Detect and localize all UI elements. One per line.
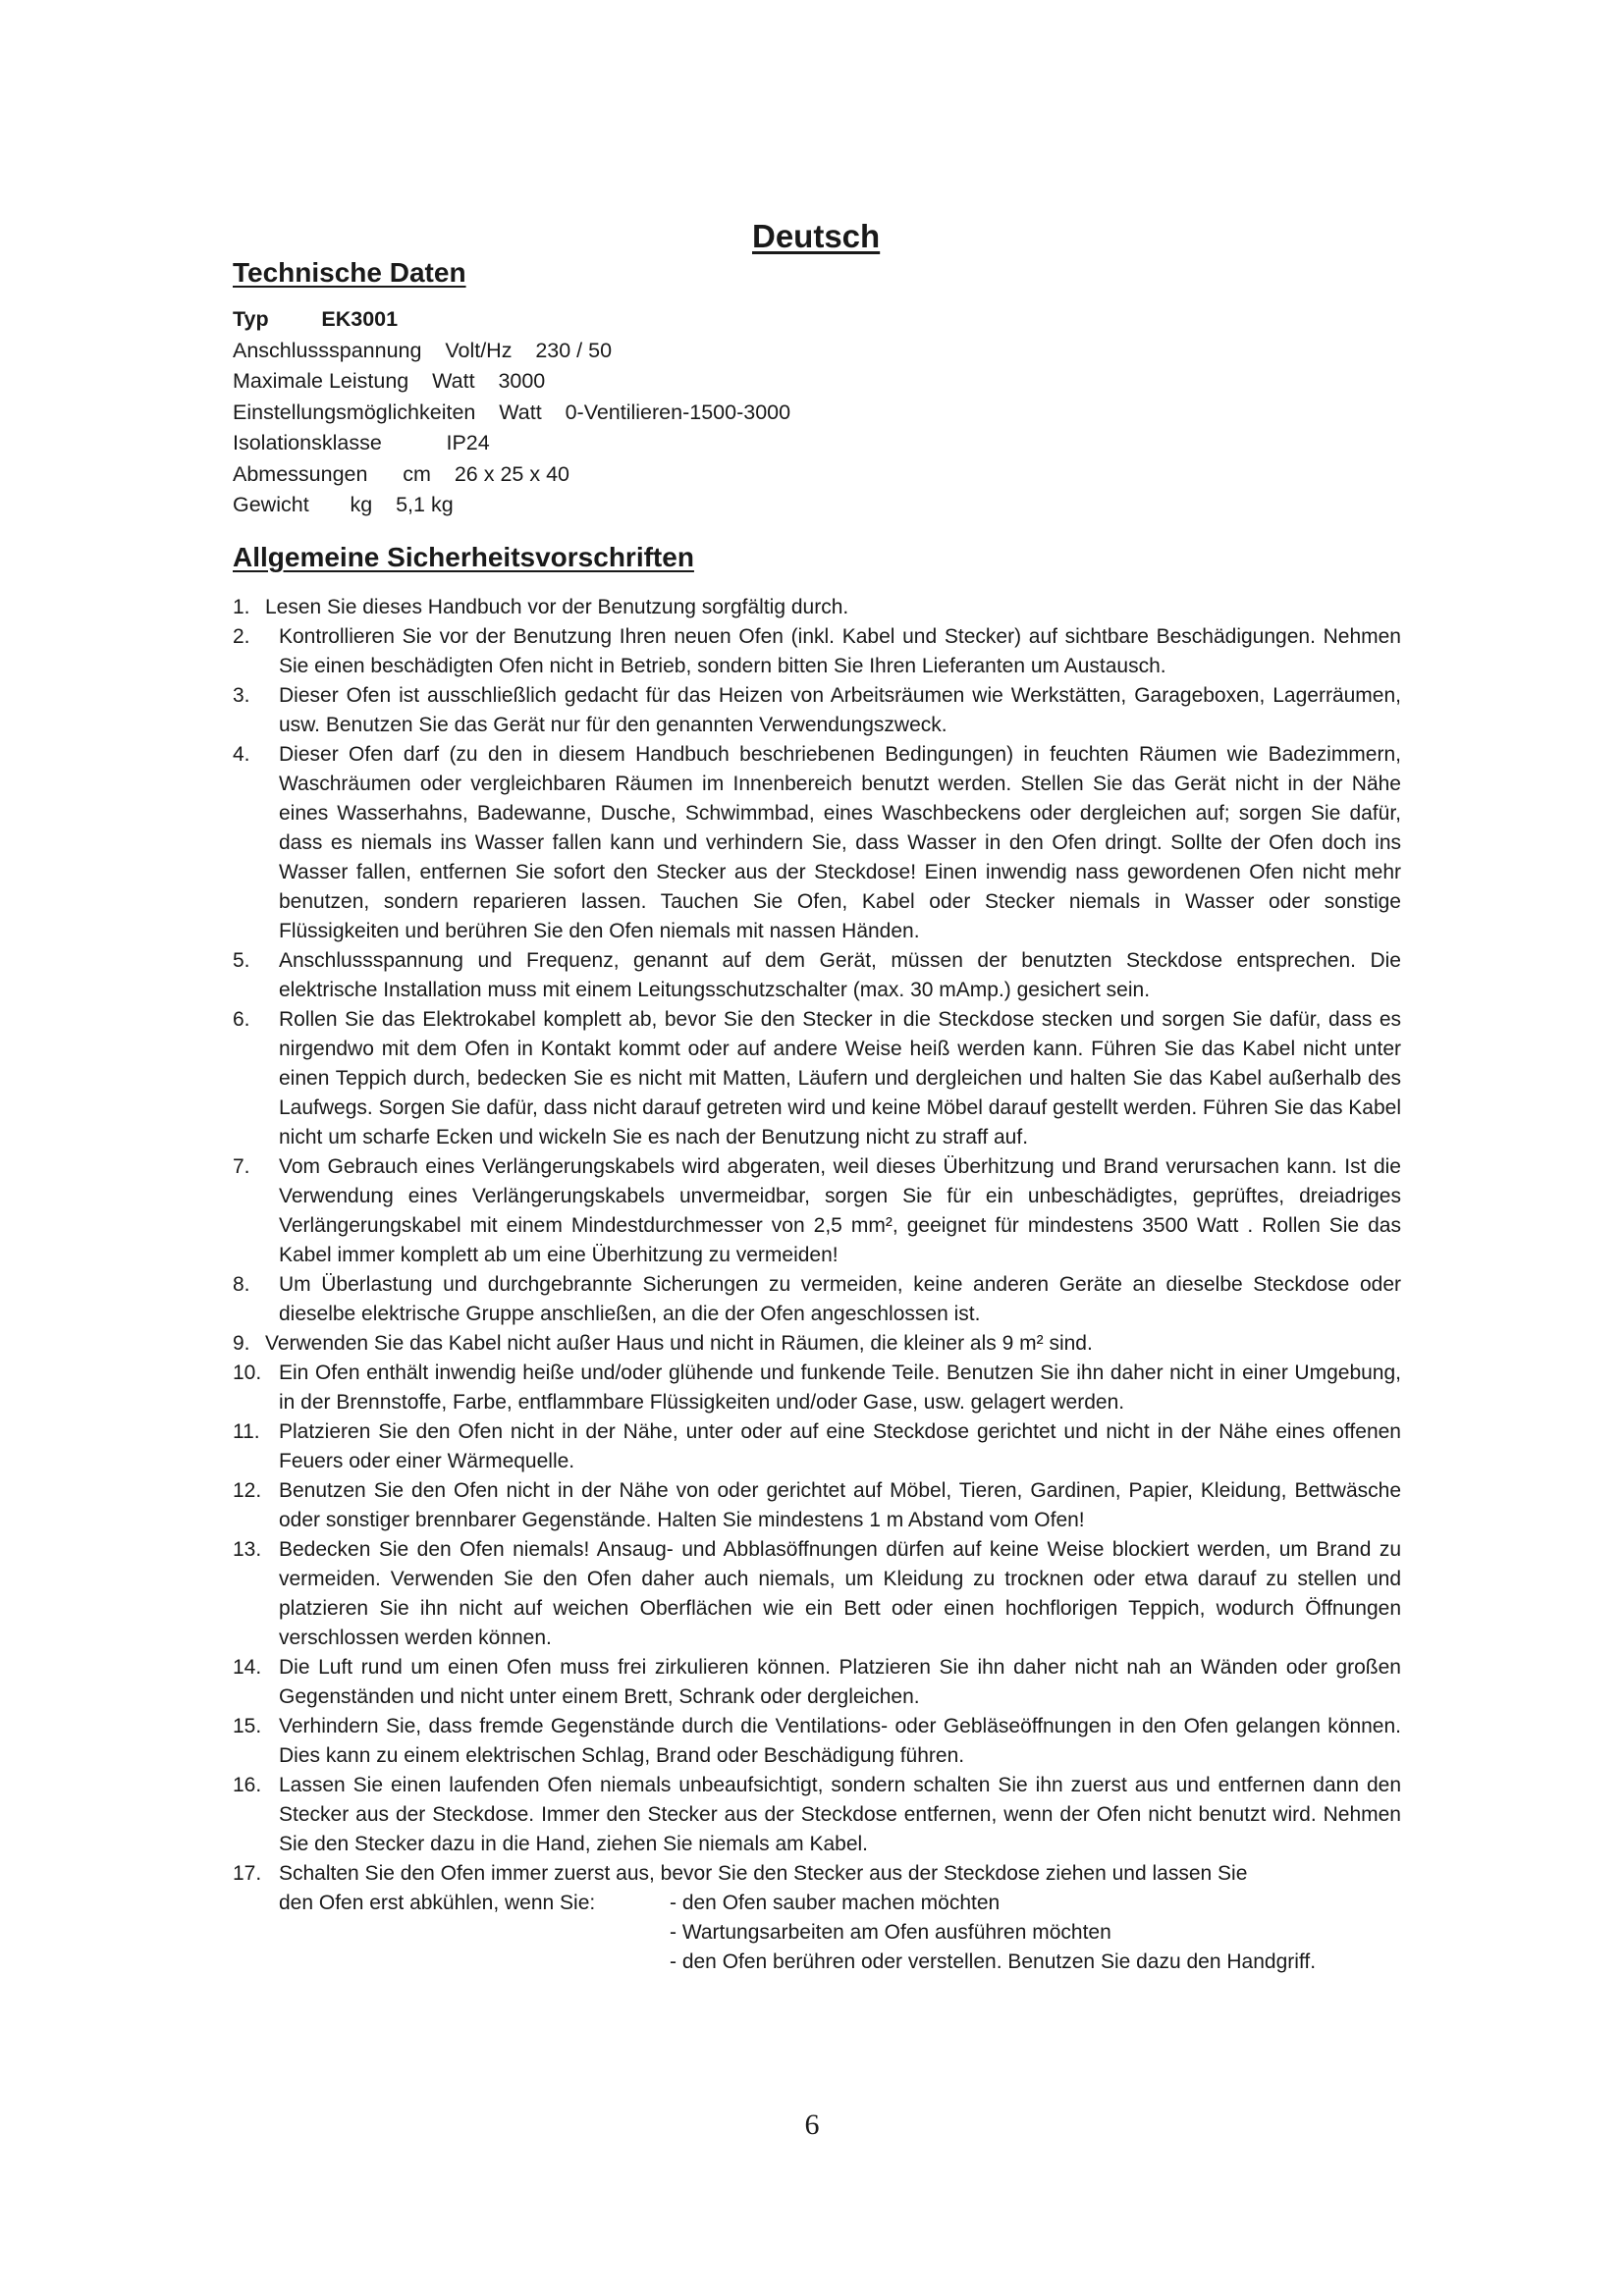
safety-rule [233,740,1401,946]
safety-rule [233,1152,1401,1270]
rule-text: Kontrollieren Sie vor der Benutzung Ihren neuen Ofen (inkl. Kabel und Stecker) auf sichtbare Beschädigungen. Nehmen Sie einen beschädigten Ofen nicht in Betrieb, sondern bitten Sie Ihren Lieferanten um Austausch. [279,625,1401,677]
rule-number: 7. [233,1155,250,1178]
rule-text: Verhindern Sie, dass fremde Gegenstände durch die Ventilations- oder Gebläseöffnungen in den Ofen gelangen können. Dies kann zu einem elektrischen Schlag, Brand oder Beschädigung führen. [279,1715,1401,1767]
rule-number: 17. [233,1862,262,1885]
rule-text: Vom Gebrauch eines Verlängerungskabels wird abgeraten, weil dieses Überhitzung und Brand verursachen kann. Ist die Verwendung eines Verlängerungskabels unvermeidbar, sorgen Sie für ein unbeschädigtes, geprüftes, dreiadriges Verlängerungskabel mit einem Mindestdurchmesser von 2,5 mm², geeignet für mindestens 3500 Watt . Rollen Sie das Kabel immer komplett ab um eine Überhitzung zu vermeiden! [279,1155,1401,1266]
rule-text: Verwenden Sie das Kabel nicht außer Haus und nicht in Räumen, die kleiner als 9 m² sind. [265,1332,1093,1355]
safety-rule [233,1329,1401,1359]
rule-number: 15. [233,1715,262,1737]
sub-item: - den Ofen sauber machen möchten [670,1892,1001,1914]
rule-17-conditions [279,1889,1401,1977]
rule-number: 8. [233,1273,250,1296]
spec-settings: Einstellungsmöglichkeiten Watt 0-Ventilieren-1500-3000 [233,400,791,424]
rule-17-lead: den Ofen erst abkühlen, wenn Sie: [279,1892,596,1914]
rule-text: Benutzen Sie den Ofen nicht in der Nähe von oder gerichtet auf Möbel, Tieren, Gardinen, Papier, Kleidung, Bettwäsche oder sonstiger brennbarer Gegenstände. Halten Sie mindestens 1 m Abstand vom Ofen! [279,1479,1401,1531]
sub-item: - den Ofen berühren oder verstellen. Benutzen Sie dazu den Handgriff. [670,1950,1317,1973]
rule-number: 5. [233,949,250,972]
safety-rule [233,1359,1401,1417]
rule-text: Bedecken Sie den Ofen niemals! Ansaug- und Abblasöffnungen dürfen auf keine Weise blockiert werden, um Brand zu vermeiden. Verwenden Sie den Ofen daher auch niemals, um Kleidung zu trocknen oder etwa darauf zu stellen und platzieren Sie ihn nicht auf weichen Oberflächen wie ein Bett oder einen hochflorigen Teppich, wodurch Öffnungen verschlossen werden können. [279,1538,1401,1649]
spec-voltage: Anschlussspannung Volt/Hz 230 / 50 [233,338,613,362]
rule-number: 13. [233,1538,262,1561]
rule-number: 4. [233,743,250,766]
safety-rule [233,1771,1401,1859]
safety-heading: Allgemeine Sicherheitsvorschriften [233,542,694,572]
safety-rule [233,593,1401,622]
rule-text: Schalten Sie den Ofen immer zuerst aus, bevor Sie den Stecker aus der Steckdose ziehen und lassen Sie [279,1862,1248,1885]
rule-text: Ein Ofen enthält inwendig heiße und/oder glühende und funkende Teile. Benutzen Sie ihn daher nicht in einer Umgebung, in der Brennstoffe, Farbe, entflammbare Flüssigkeiten und/oder Gase, usw. gelagert werden. [279,1362,1401,1414]
safety-rule [233,1417,1401,1476]
safety-rule [233,1712,1401,1771]
rule-17-sublist [670,1889,1316,1977]
safety-rule-17 [233,1859,1401,1977]
rule-number: 10. [233,1362,262,1384]
rule-text: Rollen Sie das Elektrokabel komplett ab, bevor Sie den Stecker in die Steckdose stecken und sorgen Sie dafür, dass es nirgendwo mit dem Ofen in Kontakt kommt oder auf andere Weise heiß werden kann. Führen Sie das Kabel nicht unter einen Teppich durch, bedecken Sie es nicht mit Matten, Läufern und dergleichen und halten Sie das Kabel außerhalb des Laufwegs. Sorgen Sie dafür, dass nicht darauf getreten wird und keine Möbel darauf gestellt werden. Führen Sie das Kabel nicht um scharfe Ecken und wickeln Sie es nach der Benutzung nicht zu straff auf. [279,1008,1401,1148]
rule-number: 12. [233,1479,262,1502]
sub-item: - Wartungsarbeiten am Ofen ausführen möchten [670,1921,1111,1944]
rule-text: Lesen Sie dieses Handbuch vor der Benutzung sorgfältig durch. [265,596,849,618]
rule-text: Platzieren Sie den Ofen nicht in der Nähe, unter oder auf eine Steckdose gerichtet und nicht in der Nähe eines offenen Feuers oder einer Wärmequelle. [279,1420,1401,1472]
rule-number: 3. [233,684,250,707]
rule-text: Dieser Ofen darf (zu den in diesem Handbuch beschriebenen Bedingungen) in feuchten Räumen wie Badezimmern, Waschräumen oder vergleichbaren Räumen im Innenbereich benutzt werden. Stellen Sie das Gerät nicht in der Nähe eines Wasserhahns, Badewanne, Dusche, Schwimmbad, eines Waschbeckens oder dergleichen auf; sorgen Sie dafür, dass es niemals ins Wasser fallen kann und verhindern Sie, dass Wasser in den Ofen dringt. Sollte der Ofen doch ins Wasser fallen, entfernen Sie sofort den Stecker aus der Steckdose! Einen inwendig nass gewordenen Ofen nicht mehr benutzen, sondern reparieren lassen. Tauchen Sie Ofen, Kabel oder Stecker niemals in Wasser oder sonstige Flüssigkeiten und berühren Sie den Ofen niemals mit nassen Händen. [279,743,1401,942]
spec-weight: Gewicht kg 5,1 kg [233,493,454,516]
rule-text: Anschlussspannung und Frequenz, genannt auf dem Gerät, müssen der benutzten Steckdose entsprechen. Die elektrische Installation muss mit einem Leitungsschutzschalter (max. 30 mAmp.) gesichert sein. [279,949,1401,1001]
rule-number: 1. [233,596,250,618]
safety-rule [233,1476,1401,1535]
rule-text: Dieser Ofen ist ausschließlich gedacht für das Heizen von Arbeitsräumen wie Werkstätten, Garageboxen, Lagerräumen, usw. Benutzen Sie das Gerät nur für den genannten Verwendungszweck. [279,684,1401,736]
rule-number: 9. [233,1332,250,1355]
safety-rule [233,1005,1401,1152]
rule-text: Die Luft rund um einen Ofen muss frei zirkulieren können. Platzieren Sie ihn daher nicht nah an Wänden oder großen Gegenständen und nicht unter einem Brett, Schrank oder dergleichen. [279,1656,1401,1708]
rule-number: 2. [233,625,250,648]
rule-text: Um Überlastung und durchgebrannte Sicherungen zu vermeiden, keine anderen Geräte an dieselbe Steckdose oder dieselbe elektrische Gruppe anschließen, an die der Ofen angeschlossen ist. [279,1273,1401,1325]
spec-type: Typ EK3001 [233,307,399,331]
rule-text: Lassen Sie einen laufenden Ofen niemals unbeaufsichtigt, sondern schalten Sie ihn zuerst aus und entfernen dann den Stecker aus der Steckdose. Immer den Stecker aus der Steckdose entfernen, wenn der Ofen nicht benutzt wird. Nehmen Sie den Stecker dazu in die Hand, ziehen Sie niemals am Kabel. [279,1774,1401,1855]
safety-rule [233,1653,1401,1712]
rule-number: 16. [233,1774,262,1796]
language-heading: Deutsch [752,218,881,254]
safety-rule [233,622,1401,681]
technical-data-heading: Technische Daten [233,257,466,288]
rule-number: 11. [233,1420,260,1443]
spec-insulation: Isolationsklasse IP24 [233,431,490,454]
spec-power: Maximale Leistung Watt 3000 [233,369,546,393]
safety-rules-list [233,593,1401,1977]
safety-rule [233,681,1401,740]
rule-number: 6. [233,1008,250,1031]
technical-specs [233,304,790,521]
spec-dimensions: Abmessungen cm 26 x 25 x 40 [233,461,569,486]
safety-rule [233,1535,1401,1653]
rule-number: 14. [233,1656,262,1679]
safety-rule [233,1270,1401,1329]
safety-rule [233,946,1401,1005]
page-number: 6 [804,2109,820,2141]
